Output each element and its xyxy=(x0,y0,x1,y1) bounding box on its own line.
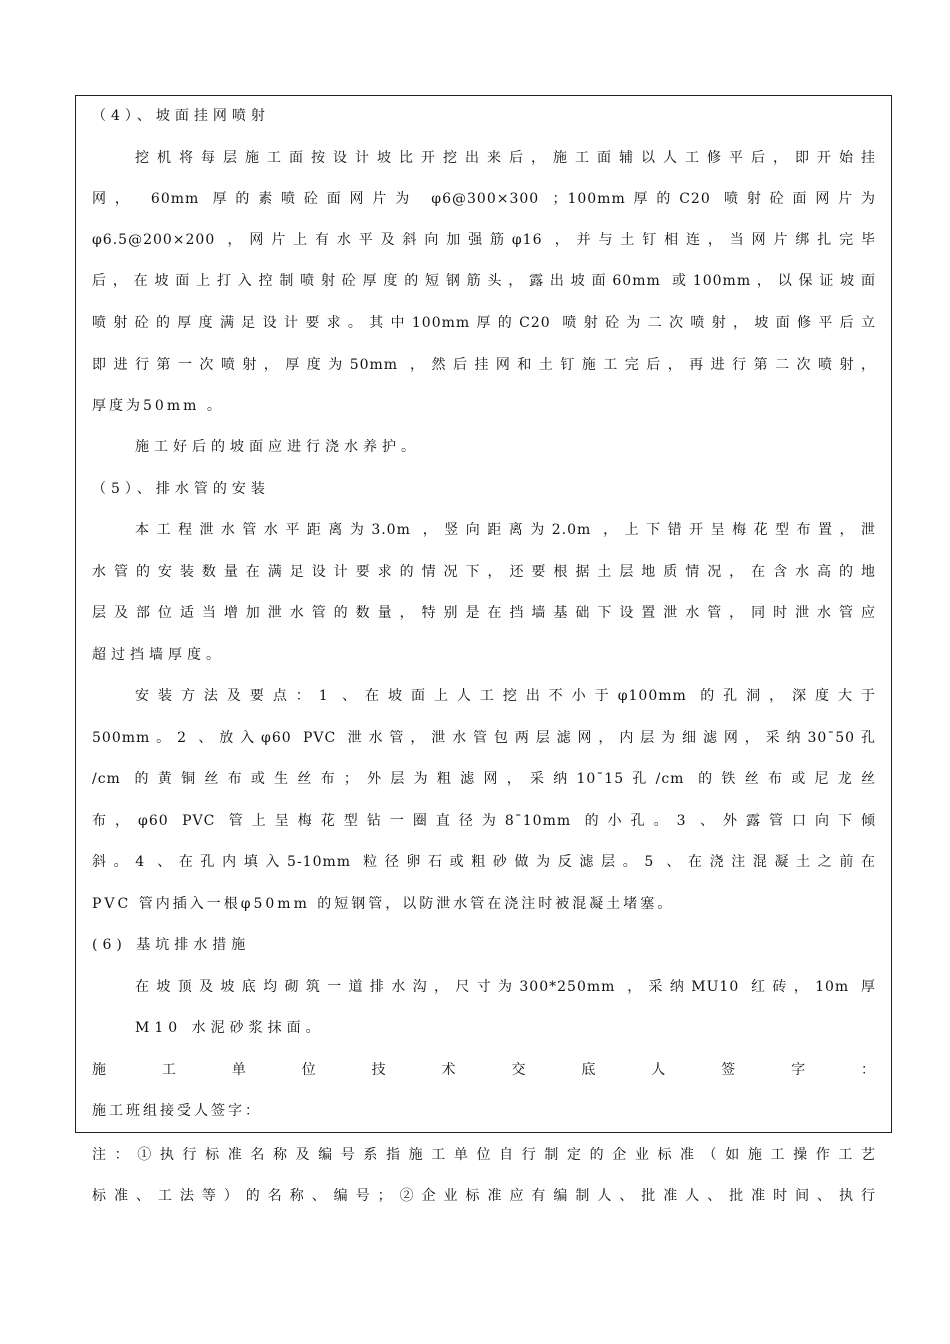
paragraph-line: 本工程泄水管水平距离为3.0m ，竖向距离为2.0m ，上下错开呈梅花型布置，泄 xyxy=(135,522,876,538)
paragraph-line: 层及部位适当增加泄水管的数量，特别是在挡墙基础下设置泄水管，同时泄水管应 xyxy=(92,605,876,621)
paragraph-line: 布，φ60 PVC 管上呈梅花型钻一圈直径为8¯10mm 的小孔。3 、外露管口向下倾 xyxy=(92,813,876,829)
paragraph-line: 500mm。2 、放入φ60 PVC 泄水管，泄水管包两层滤网，内层为细滤网，采纳30¯50孔 xyxy=(92,730,876,746)
paragraph-line: 喷射砼的厚度满足设计要求。其中100mm厚的C20 喷射砼为二次喷射，坡面修平后立 xyxy=(92,315,876,331)
paragraph-line: 即进行第一次喷射，厚度为50mm ，然后挂网和土钉施工完后，再进行第二次喷射， xyxy=(92,357,876,373)
paragraph-line: PVC 管内插入一根φ50mm 的短钢管，以防泄水管在浇注时被混凝土堵塞。 xyxy=(92,896,675,912)
paragraph-line: 超过挡墙厚度。 xyxy=(92,647,225,663)
footnote-line: 标准、工法等）的名称、编号；②企业标准应有编制人、批准人、批准时间、执行 xyxy=(92,1188,876,1204)
paragraph-line: 网， 60mm 厚的素喷砼面网片为 φ6@300×300 ；100mm厚的C20 喷射砼面网片为 xyxy=(92,191,876,207)
signature-tech-disclosure: 施工单位技术交底人签字： xyxy=(92,1062,876,1078)
paragraph-line: 在坡顶及坡底均砌筑一道排水沟，尺寸为300*250mm ，采纳MU10 红砖，10m 厚 xyxy=(135,979,876,995)
paragraph-line: 斜。4 、在孔内填入5-10mm 粒径卵石或粗砂做为反滤层。5 、在浇注混凝土之前在 xyxy=(92,854,876,870)
paragraph-line: 安装方法及要点：1 、在坡面上人工挖出不小于φ100mm 的孔洞，深度大于 xyxy=(135,688,876,704)
footnote-line: 注：①执行标准名称及编号系指施工单位自行制定的企业标准（如施工操作工艺 xyxy=(92,1147,876,1163)
section-heading-5: （5）、排水管的安装 xyxy=(92,481,270,497)
paragraph-line: 厚度为50mm 。 xyxy=(92,398,224,414)
paragraph-line: φ6.5@200×200 ，网片上有水平及斜向加强筋φ16 ，并与土钉相连，当网片绑扎完毕 xyxy=(92,232,876,248)
section-heading-6: (6) 基坑排水措施 xyxy=(92,937,251,953)
paragraph-line: 水管的安装数量在满足设计要求的情况下，还要根据土层地质情况，在含水高的地 xyxy=(92,564,876,580)
paragraph-line: 挖机将每层施工面按设计坡比开挖出来后，施工面辅以人工修平后，即开始挂 xyxy=(135,150,876,166)
section-heading-4: （4）、坡面挂网喷射 xyxy=(92,108,270,124)
paragraph-line: 施工好后的坡面应进行浇水养护。 xyxy=(135,439,420,455)
paragraph-line: 后，在坡面上打入控制喷射砼厚度的短钢筋头，露出坡面60mm 或100mm，以保证坡面 xyxy=(92,273,876,289)
paragraph-line: M10 水泥砂浆抹面。 xyxy=(135,1020,325,1036)
signature-team-receiver: 施工班组接受人签字： xyxy=(92,1103,262,1119)
paragraph-line: /cm 的黄铜丝布或生丝布；外层为粗滤网，采纳10¯15孔/cm 的铁丝布或尼龙丝 xyxy=(92,771,876,787)
